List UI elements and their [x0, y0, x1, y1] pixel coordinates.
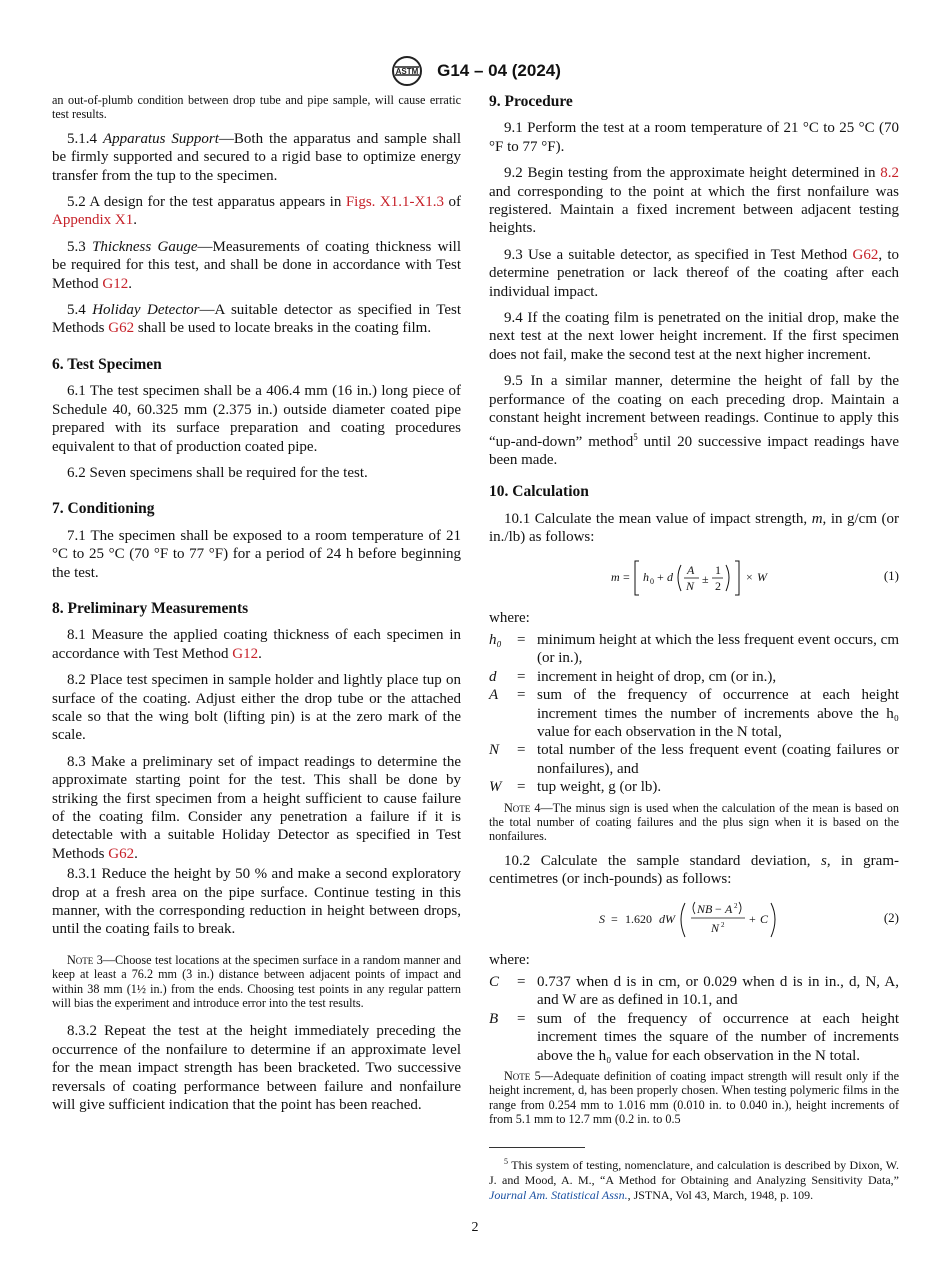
svg-text:d: d — [667, 569, 673, 584]
equation-2 — [489, 897, 899, 941]
definition-text: tup weight, g (or lb). — [537, 779, 662, 796]
definition-symbol: C — [489, 974, 500, 991]
equals-sign: = — [517, 974, 526, 991]
note-3: Note 3—Choose test locations at the specimen surface in a random manner and keep at least a 76.2 mm (3 in.) distance between adjacent points of impact and within 38 mm (1½ in.) from the ends. Choosing test points in any regular pattern will bias the experiment and introduce error into the test results. — [52, 952, 462, 1011]
equals-sign: = — [517, 779, 526, 796]
paragraph-7-1: 7.1 The specimen shall be exposed to a room temperature of 21 °C to 25 °C (70 °F to 77 °F) for a period of 24 h before beginning the test. — [52, 527, 461, 581]
definition-item — [489, 668, 899, 686]
paragraph-5-1-4: 5.1.4 Apparatus Support—Both the apparatus and sample shall be firmly supported and secured to a rigid base to optimize energy transfer from the tup to the specimen. — [52, 130, 462, 184]
paragraph-5-2: 5.2 A design for the test apparatus appears in Figs. X1.1-X1.3 of Appendix X1. — [52, 194, 462, 229]
svg-text:=: = — [623, 569, 630, 584]
equals-sign: = — [517, 668, 526, 685]
paragraph-6-2: 6.2 Seven specimens shall be required for the test. — [67, 464, 368, 481]
definition-text: sum of the frequency of occurrence at each height increment times the square of the number of increments above the h₀ value for each observation in the N total. — [537, 1010, 899, 1064]
paragraph-10-2: 10.2 Calculate the sample standard deviation, s, in gram-centimetres (or inch-pounds) as follows: — [489, 852, 900, 888]
definition-symbol: d — [489, 668, 497, 685]
equals-sign: = — [517, 687, 526, 704]
where-label: where: — [489, 951, 530, 968]
section-heading-7: 7. Conditioning — [52, 500, 155, 518]
section-heading-9: 9. Procedure — [489, 93, 573, 110]
svg-text:0: 0 — [650, 576, 654, 586]
paragraph: an out-of-plumb condition between drop tube and pipe sample, will cause erratic test results. — [52, 93, 461, 122]
svg-text:S: S — [599, 911, 605, 926]
note-5: Note 5—Adequate definition of coating impact strength will result only if the height increment, d, has been properly chosen. When testing polymeric films in the range from 0.254 mm to 1.016 mm (0.010 in. to 0.040 in.), height increments of from 5.1 mm to 12.7 mm (0.2 in. to 0.5 — [489, 1069, 900, 1127]
definition-symbol: h₀ — [489, 631, 502, 648]
definition-text: 0.737 when d is in cm, or 0.029 when d is in in., d, N, A, and W are as defined in 10.1, and — [537, 974, 899, 1009]
footnote-5: $^5$ This system of testing, nomenclature, and calculation is described by Dixon, W. J. and Mood, A. M., “A Method for Obtaining and Analyzing Sensitivity Data,” Journal Am. Statistical Assn., JSTNA, Vol 43, March, 1948, p. 109. — [489, 1156, 899, 1202]
svg-text:1: 1 — [715, 562, 721, 577]
svg-text:1.620: 1.620 — [625, 911, 652, 926]
paragraph-8-1: 8.1 Measure the applied coating thickness of each specimen in accordance with Test Method G12. — [52, 627, 461, 662]
paragraph-9-2: 9.2 Begin testing from the approximate height determined in 8.2 and corresponding to the point at which the first nonfailure was registered. Maintain a fixed increment between adjacent testing heights. — [489, 165, 899, 237]
svg-text:dW: dW — [659, 911, 675, 926]
svg-text:C: C — [760, 911, 769, 926]
paragraph-9-1: 9.1 Perform the test at a room temperature of 21 °C to 25 °C (70 °F to 77 °F). — [489, 120, 899, 155]
svg-text:N: N — [686, 578, 695, 593]
svg-text:ASTM: ASTM — [395, 67, 419, 76]
page-number: 2 — [471, 1220, 479, 1235]
paragraph-9-3: 9.3 Use a suitable detector, as specified in Test Method G62, to determine penetration or lack thereof of the coating after each individual impact. — [489, 246, 899, 300]
svg-text:NB: NB — [697, 901, 713, 916]
svg-text:h: h — [643, 569, 649, 584]
svg-text:−: − — [715, 901, 722, 916]
right-column — [489, 93, 899, 1211]
definition-item — [489, 741, 899, 778]
definition-symbol: B — [489, 1010, 499, 1027]
equals-sign: = — [517, 1010, 526, 1027]
svg-text:=: = — [611, 911, 618, 926]
paragraph-5-4: 5.4 Holiday Detector—A suitable detector as specified in Test Methods G62 shall be used to locate breaks in the coating film. — [52, 302, 461, 337]
definition-text: minimum height at which the less frequent event occurs, cm (or in.), — [537, 631, 899, 667]
link-g12[interactable]: G12 — [102, 275, 129, 292]
definition-text: total number of the less frequent event (coating failures or nonfailures), and — [537, 742, 899, 777]
link-g62[interactable]: G62 — [852, 246, 879, 263]
paragraph-8-2: 8.2 Place test specimen in sample holder and lightly place tup on surface of the coating. Adjust either the drop tube or the attached scale so that the wing bolt (lifting pin) is at the zero mark of the scale. — [52, 672, 461, 744]
definitions-list-2 — [489, 973, 899, 1065]
svg-text:m: m — [611, 569, 620, 584]
equation-1-number: (1) — [883, 567, 899, 583]
svg-text:W: W — [757, 569, 767, 584]
definition-symbol: W — [489, 779, 502, 796]
equation-1-formula — [611, 555, 781, 599]
equation-1 — [489, 555, 899, 599]
definition-item — [489, 973, 899, 1010]
section-heading-6: 6. Test Specimen — [52, 355, 162, 373]
definition-item — [489, 778, 899, 796]
definition-item — [489, 631, 899, 668]
astm-logo-icon — [389, 55, 425, 87]
page-header — [0, 55, 950, 87]
link-g12[interactable]: G12 — [232, 645, 259, 662]
svg-text:±: ± — [702, 571, 709, 586]
definition-symbol: N — [489, 742, 500, 759]
link-g62[interactable]: G62 — [108, 845, 135, 862]
definitions-list-1 — [489, 631, 899, 797]
svg-text:2: 2 — [715, 578, 721, 593]
document-designation: G14 – 04 (2024) — [437, 61, 561, 80]
footnote-divider — [489, 1147, 585, 1148]
paragraph-8-3: 8.3 Make a preliminary set of impact readings to determine the approximate starting point for the test. This shall be done by striking the first specimen from a height sufficient to cause failure of the coating film. Consider any penetration a failure if it is detectable with a suitable Holiday Detector as specified in Test Methods G62. — [52, 753, 461, 862]
definition-text: increment in height of drop, cm (or in.), — [537, 668, 777, 685]
link-appendix-x1[interactable]: Appendix X1 — [52, 212, 134, 229]
svg-text:A: A — [687, 562, 695, 577]
equals-sign: = — [517, 631, 526, 648]
paragraph-5-3: 5.3 Thickness Gauge—Measurements of coating thickness will be required for this test, and shall be done in accordance with Test Method G12. — [52, 238, 462, 292]
equation-2-number: (2) — [883, 909, 899, 925]
svg-text:2: 2 — [734, 901, 738, 910]
svg-text:N: N — [711, 920, 720, 935]
left-column — [52, 93, 461, 1123]
equation-2-formula — [599, 897, 799, 941]
svg-text:×: × — [746, 569, 753, 584]
svg-text:A: A — [725, 901, 733, 916]
svg-text:2: 2 — [721, 920, 725, 929]
paragraph-9-5: 9.5 In a similar manner, determine the height of fall by the performance of the coating on each preceding drop. Maintain a constant height increment between readings. Continue to apply this “up-and-down” method$^5$ until 20 successive impact readings have been made. — [489, 373, 900, 468]
definition-text: sum of the frequency of occurrence at each height increment times the number of increments above the h₀ value for each observation in the N total, — [537, 687, 899, 740]
journal-link[interactable]: Journal Am. Statistical Assn. — [489, 1187, 628, 1202]
definition-symbol: A — [489, 687, 499, 704]
note-4: Note 4—The minus sign is used when the calculation of the mean is based on the total number of coating failures and the plus sign when it is based on the nonfailures. — [489, 800, 899, 844]
equals-sign: = — [517, 742, 526, 759]
paragraph-8-3-1: 8.3.1 Reduce the height by 50 % and make a second exploratory drop at a fresh area on the pipe surface. Continue testing in this manner, with the corresponding reduction in height between drops, until the coating fails to break. — [52, 866, 461, 938]
definition-item — [489, 686, 899, 741]
section-heading-8: 8. Preliminary Measurements — [52, 599, 249, 617]
svg-text:+: + — [657, 569, 664, 584]
paragraph-8-3-2: 8.3.2 Repeat the test at the height immediately preceding the occurrence of the nonfailure to determine if an approximate level for the mean impact strength has been bracketed. Two successive reversals of coating performance between failure and nonfailure will give sufficient indication that the point has been reached. — [52, 1023, 461, 1114]
link-g62[interactable]: G62 — [108, 320, 135, 337]
paragraph-9-4: 9.4 If the coating film is penetrated on the initial drop, make the next test at the next lower height increment. If the first specimen does not fail, make the second test at the next higher increment. — [489, 310, 899, 363]
link-figs-x1[interactable]: Figs. X1.1-X1.3 — [345, 194, 445, 211]
svg-text:+: + — [749, 911, 756, 926]
section-heading-10: 10. Calculation — [489, 483, 589, 501]
link-8-2[interactable]: 8.2 — [880, 165, 899, 182]
paragraph-6-1: 6.1 The test specimen shall be a 406.4 mm (16 in.) long piece of Schedule 40, 60.325 mm (2.375 in.) outside diameter coated pipe prepared with its surface preparation and coating procedures equivalent to that of production coated pipe. — [52, 383, 461, 455]
where-label: where: — [489, 609, 530, 626]
paragraph-10-1: 10.1 Calculate the mean value of impact strength, m, in g/cm (or in./lb) as follows: — [489, 510, 899, 546]
definition-item — [489, 1010, 899, 1065]
